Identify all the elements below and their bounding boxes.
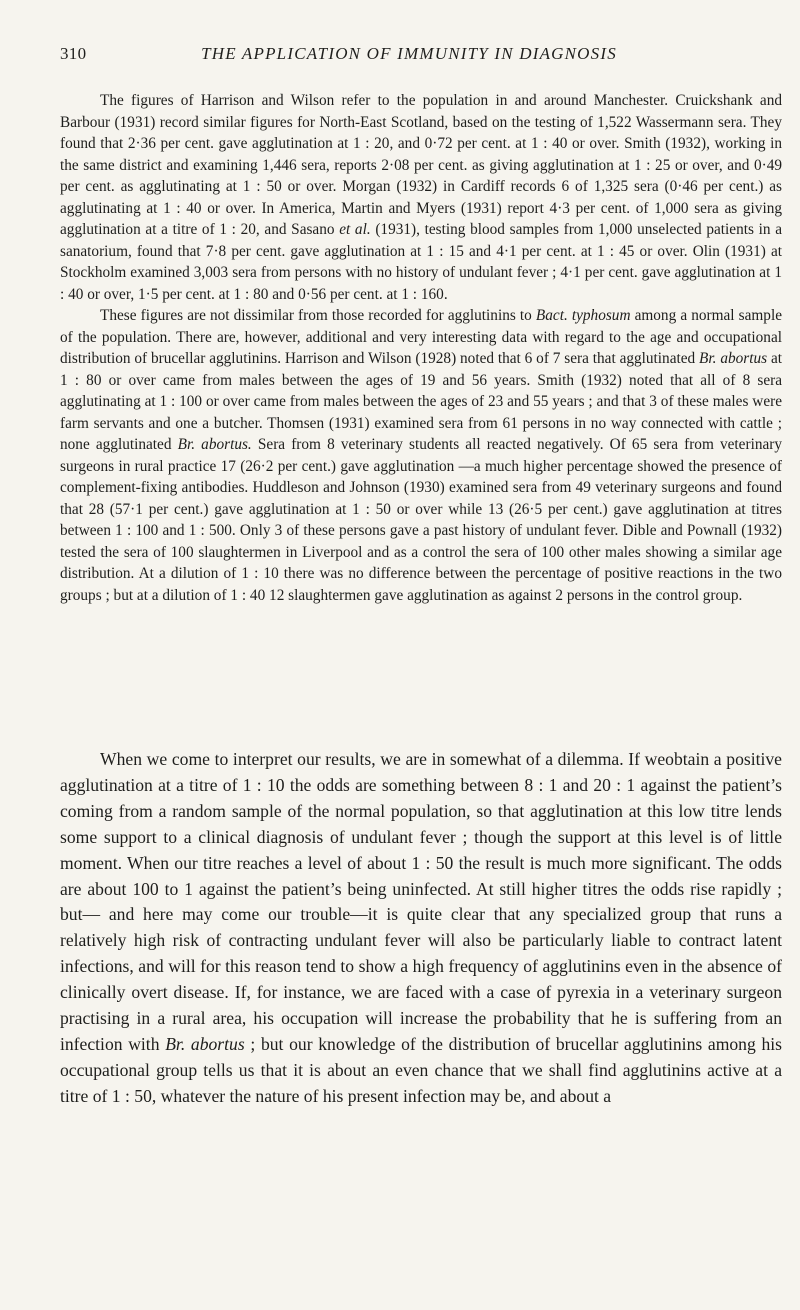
text-run: Sera from 8 veterinary students all reacted negatively. Of 65 sera from veterinary surgeons in rural practice 17 (26·2 per cent.) gave agglutination —a much higher percentage showed the presence of complement-fixing antibodies. Huddleson and Johnson (1930) examined sera from 49 veterinary surgeons and found that 28 (57·1 per cent.) gave agglutination at 1 : 50 or over while 13 (26·5 per cent.) gave agglutination at titres between 1 : 100 and 1 : 500. Only 3 of these persons gave a past history of undulant fever. Dible and Pownall (1932) tested the sera of 100 slaughtermen in Liverpool and as a control the sera of 100 other males showing a similar age distribution. At a dilution of 1 : 10 there was no difference between the percentage of positive reactions in the two groups ; but at a dilution of 1 : 40 12 slaughtermen gave agglutination as against 2 persons in the control group. <box>60 436 782 604</box>
text-run: among a normal sample of the population. There are, however, additional and very interesting data with regard to the age and occupational distribution of brucellar agglutinins. Harrison and Wilson (1928) noted that 6 of 7 sera that agglutinated <box>60 307 782 367</box>
text-run: ; but our knowledge of the distribution of brucellar agglutinins among his occupational group tells us that it is about an even chance that we shall find agglutinins active at a titre of 1 : 50, whatever the nature of his present infection may be, and about a <box>60 1033 782 1106</box>
text-run: (1931), testing blood samples from 1,000 unselected patients in a sanatorium, found that 7·8 per cent. gave agglutination at 1 : 15 and 4·1 per cent. at 1 : 45 or over. Olin (1931) at Stockholm examined 3,003 sera from persons with no history of undulant fever ; 4·1 per cent. gave agglutination at 1 : 40 or over, 1·5 per cent. at 1 : 80 and 0·56 per cent. at 1 : 160. <box>60 221 782 303</box>
body-text-large <box>60 747 782 1110</box>
paragraph <box>60 305 782 606</box>
italic-run: Bact. typhosum <box>535 307 631 324</box>
page-header <box>60 44 758 68</box>
page-number: 310 <box>60 44 87 63</box>
italic-run: Br. abortus <box>699 350 768 367</box>
paragraph <box>60 747 782 1110</box>
italic-run: Br. abortus <box>165 1033 245 1054</box>
body-text-small <box>60 90 782 606</box>
italic-run: Br. abortus. <box>177 436 252 453</box>
text-run: at 1 : 80 or over came from males between the ages of 19 and 56 years. Smith (1932) noted that all of 8 sera agglutinating at 1 : 100 or over came from males between the ages of 23 and 55 years ; and that 3 of these males were farm servants and one a butcher. Thomsen (1931) examined sera from 61 persons in no way connected with cattle ; none agglutinated <box>60 350 782 453</box>
text-run: These figures are not dissimilar from those recorded for agglutinins to <box>100 307 536 324</box>
text-run: When we come to interpret our results, we are in somewhat of a dilemma. If weobtain a positive agglutination at a titre of 1 : 10 the odds are something between 8 : 1 and 20 : 1 against the patient’s coming from a random sample of the normal population, so that agglutination at this low titre lends some support to a clinical diagnosis of undulant fever ; though the support at this level is of little moment. When our titre reaches a level of about 1 : 50 the result is much more significant. The odds are about 100 to 1 against the patient’s being uninfected. At still higher titres the odds rise rapidly ; but— and here may come our trouble—it is quite clear that any specialized group that runs a relatively high risk of contracting undulant fever will also be particularly liable to contract latent infections, and will for this reason tend to show a high frequency of agglutinins even in the absence of clinically overt disease. If, for instance, we are faced with a case of pyrexia in a veterinary surgeon practising in a rural area, his occupation will increase the probability that he is suffering from an infection with <box>60 749 782 1054</box>
italic-run: et al. <box>339 221 371 238</box>
text-run: The figures of Harrison and Wilson refer to the population in and around Manchester. Cruickshank and Barbour (1931) record similar figures for North-East Scotland, based on the testing of 1,522 Wassermann sera. They found that 2·36 per cent. gave agglutination at 1 : 20, and 0·72 per cent. at 1 : 40 or over. Smith (1932), working in the same district and examining 1,446 sera, reports 2·08 per cent. as giving agglutination at 1 : 25 or over, and 0·49 per cent. as agglutinating at 1 : 50 or over. Morgan (1932) in Cardiff records 6 of 1,325 sera (0·46 per cent.) as agglutinating at 1 : 40 or over. In America, Martin and Myers (1931) report 4·3 per cent. of 1,000 sera as giving agglutination at a titre of 1 : 20, and Sasano <box>60 92 782 238</box>
running-title: THE APPLICATION OF IMMUNITY IN DIAGNOSIS <box>201 44 617 63</box>
paragraph <box>60 90 782 305</box>
